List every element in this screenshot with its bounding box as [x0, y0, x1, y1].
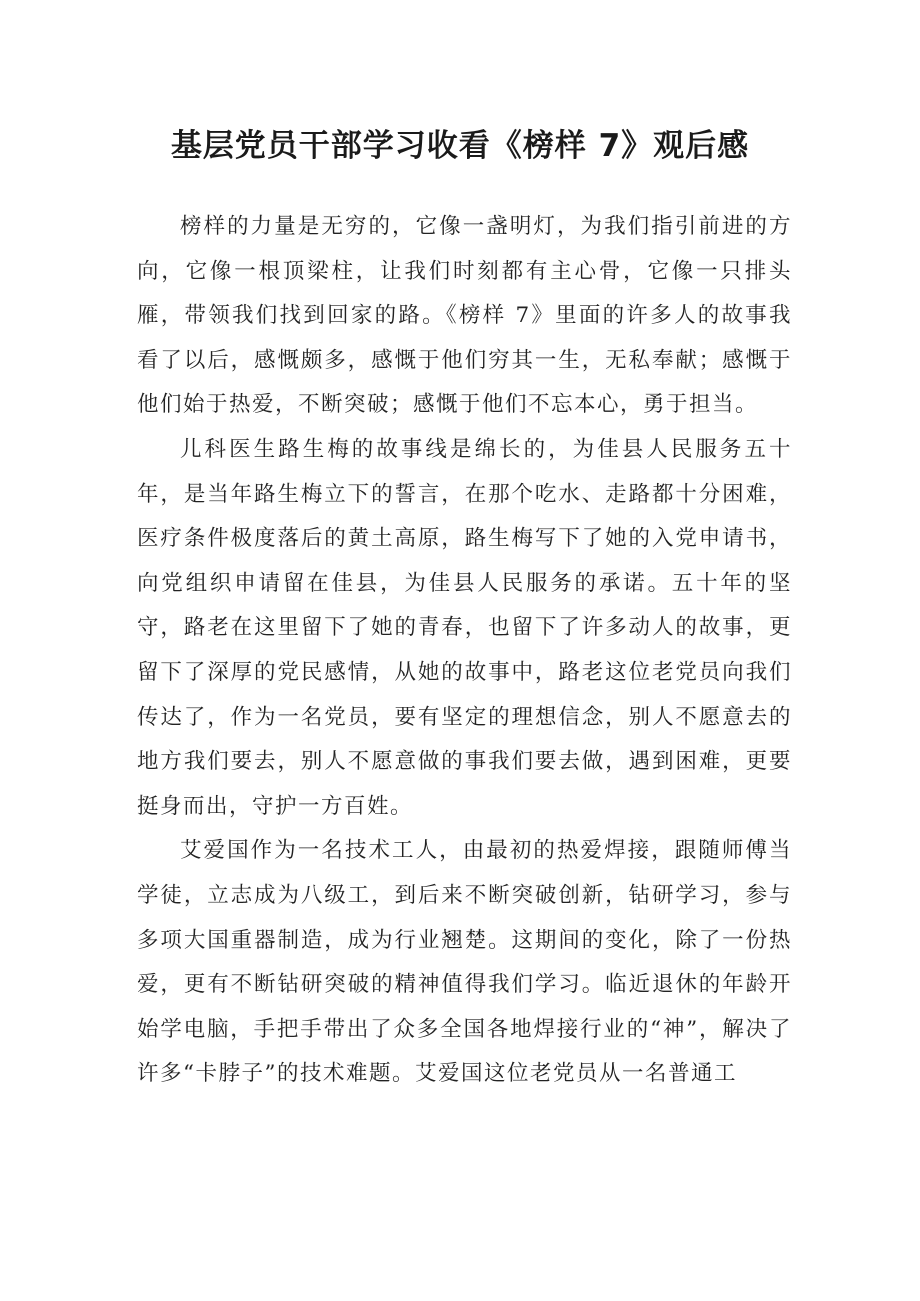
paragraph-2: 儿科医生路生梅的故事线是绵长的，为佳县人民服务五十年，是当年路生梅立下的誓言，在那个吃水、走路都十分困难，医疗条件极度落后的黄土高原，路生梅写下了她的入党申请书，向党组织申请留在佳县，为佳县人民服务的承诺。五十年的坚守，路老在这里留下了她的青春，也留下了许多动人的故事，更留下了深厚的党民感情，从她的故事中，路老这位老党员向我们传达了，作为一名党员，要有坚定的理想信念，别人不愿意去的地方我们要去，别人不愿意做的事我们要去做，遇到困难，更要挺身而出，守护一方百姓。 — [137, 436, 792, 819]
document-title: 基层党员干部学习收看《榜样 7》观后感 — [170, 128, 750, 164]
paragraph-1: 榜样的力量是无穷的，它像一盏明灯，为我们指引前进的方向，它像一根顶梁柱，让我们时刻都有主心骨，它像一只排头雁，带领我们找到回家的路。《榜样 7》里面的许多人的故事我看了以后，感慨颇多，感慨于他们穷其一生，无私奉献；感慨于他们始于热爱，不断突破；感慨于他们不忘本心，勇于担当。 — [137, 214, 792, 418]
paragraph-3: 艾爱国作为一名技术工人，由最初的热爱焊接，跟随师傅当学徒，立志成为八级工，到后来不断突破创新，钻研学习，参与多项大国重器制造，成为行业翘楚。这期间的变化，除了一份热爱，更有不断钻研突破的精神值得我们学习。临近退休的年龄开始学电脑，手把手带出了众多全国各地焊接行业的“神”，解决了许多“卡脖子”的技术难题。艾爱国这位老党员从一名普通工 — [137, 838, 792, 1087]
document-body — [137, 205, 792, 1097]
